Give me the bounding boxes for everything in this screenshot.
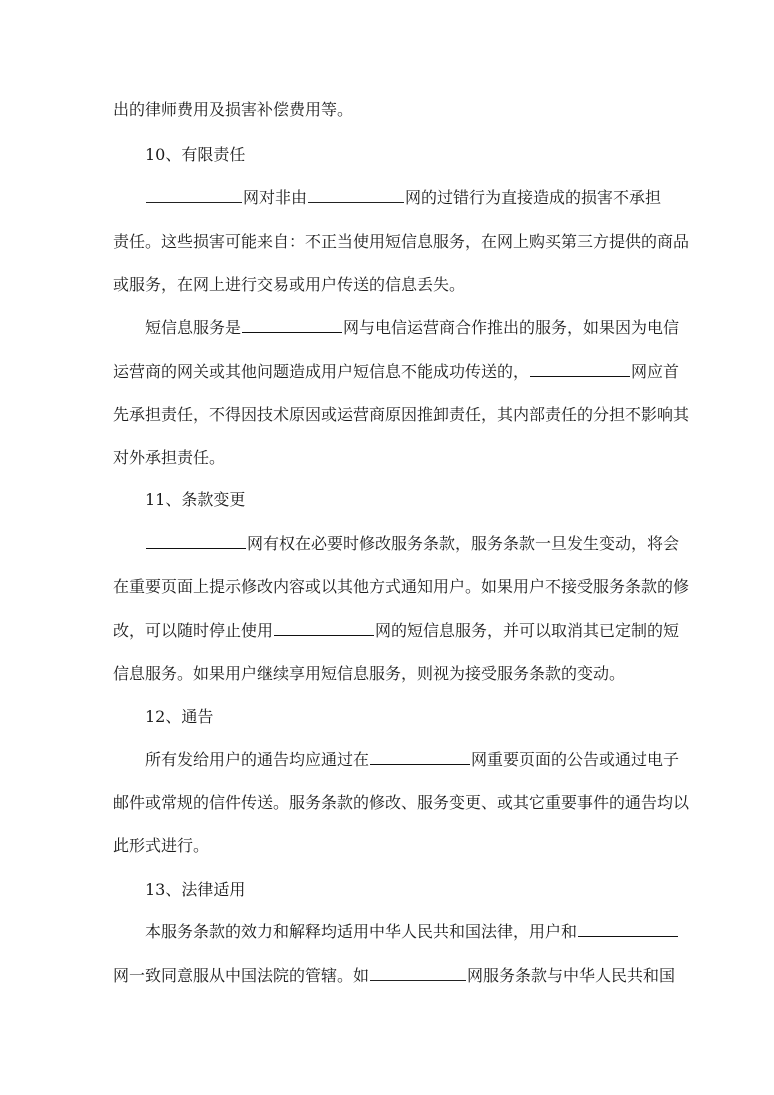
text: 此形式进行。 bbox=[113, 836, 210, 855]
section-heading-10 bbox=[145, 145, 245, 165]
text: 网与电信运营商合作推出的服务，如果因为电信 bbox=[343, 318, 680, 337]
fill-in-blank bbox=[370, 966, 466, 981]
text-line bbox=[113, 793, 689, 813]
text: 网的短信息服务，并可以取消其已定制的短 bbox=[375, 621, 680, 640]
text: 网应首 bbox=[631, 362, 680, 381]
text: 网对非由 bbox=[243, 188, 308, 207]
fill-in-blank bbox=[242, 318, 342, 333]
text-line bbox=[113, 232, 689, 252]
text: 改，可以随时停止使用 bbox=[113, 621, 274, 640]
text-line bbox=[113, 966, 675, 986]
section-heading-12 bbox=[145, 707, 213, 727]
text-line bbox=[145, 318, 679, 338]
fill-in-blank bbox=[274, 621, 374, 636]
fill-in-blank bbox=[530, 362, 630, 377]
fill-in-blank bbox=[308, 188, 404, 203]
text-line bbox=[113, 621, 679, 641]
text: 网重要页面的公告或通过电子 bbox=[471, 750, 680, 769]
text: 网一致同意服从中国法院的管辖。如 bbox=[113, 966, 370, 985]
section-heading-13 bbox=[145, 880, 245, 900]
text: 先承担责任，不得因技术原因或运营商原因推卸责任，其内部责任的分担不影响其 bbox=[113, 405, 690, 424]
text-line bbox=[113, 100, 353, 120]
text: 短信息服务是 bbox=[145, 318, 242, 337]
text-line bbox=[113, 405, 689, 425]
fill-in-blank bbox=[370, 750, 470, 765]
text-line bbox=[145, 750, 679, 770]
text-line bbox=[113, 362, 679, 382]
text-line bbox=[145, 534, 679, 554]
section-heading-11 bbox=[145, 490, 245, 510]
text-line bbox=[145, 922, 679, 942]
text: 网服务条款与中华人民共和国 bbox=[467, 966, 676, 985]
text: 或服务，在网上进行交易或用户传送的信息丢失。 bbox=[113, 275, 466, 294]
text-line bbox=[113, 577, 689, 597]
heading-text: 10、有限责任 bbox=[145, 145, 246, 164]
text-line bbox=[113, 664, 625, 684]
heading-text: 12、通告 bbox=[145, 707, 214, 726]
text: 运营商的网关或其他问题造成用户短信息不能成功传送的， bbox=[113, 362, 530, 381]
text: 出的律师费用及损害补偿费用等。 bbox=[113, 100, 354, 119]
text: 网的过错行为直接造成的损害不承担 bbox=[405, 188, 662, 207]
fill-in-blank bbox=[146, 534, 246, 549]
text-line bbox=[145, 188, 661, 208]
text-line bbox=[113, 448, 225, 468]
text: 责任。这些损害可能来自：不正当使用短信息服务，在网上购买第三方提供的商品 bbox=[113, 232, 690, 251]
text-line bbox=[113, 836, 209, 856]
text: 在重要页面上提示修改内容或以其他方式通知用户。如果用户不接受服务条款的修 bbox=[113, 577, 690, 596]
text: 本服务条款的效力和解释均适用中华人民共和国法律，用户和 bbox=[145, 922, 578, 941]
text: 所有发给用户的通告均应通过在 bbox=[145, 750, 370, 769]
heading-text: 13、法律适用 bbox=[145, 880, 246, 899]
text-line bbox=[113, 275, 465, 295]
text: 对外承担责任。 bbox=[113, 448, 226, 467]
text: 信息服务。如果用户继续享用短信息服务，则视为接受服务条款的变动。 bbox=[113, 664, 626, 683]
fill-in-blank bbox=[146, 188, 242, 203]
heading-text: 11、条款变更 bbox=[145, 490, 246, 509]
text: 网有权在必要时修改服务条款，服务条款一旦发生变动，将会 bbox=[247, 534, 680, 553]
fill-in-blank bbox=[578, 922, 678, 937]
text: 邮件或常规的信件传送。服务条款的修改、服务变更、或其它重要事件的通告均以 bbox=[113, 793, 690, 812]
